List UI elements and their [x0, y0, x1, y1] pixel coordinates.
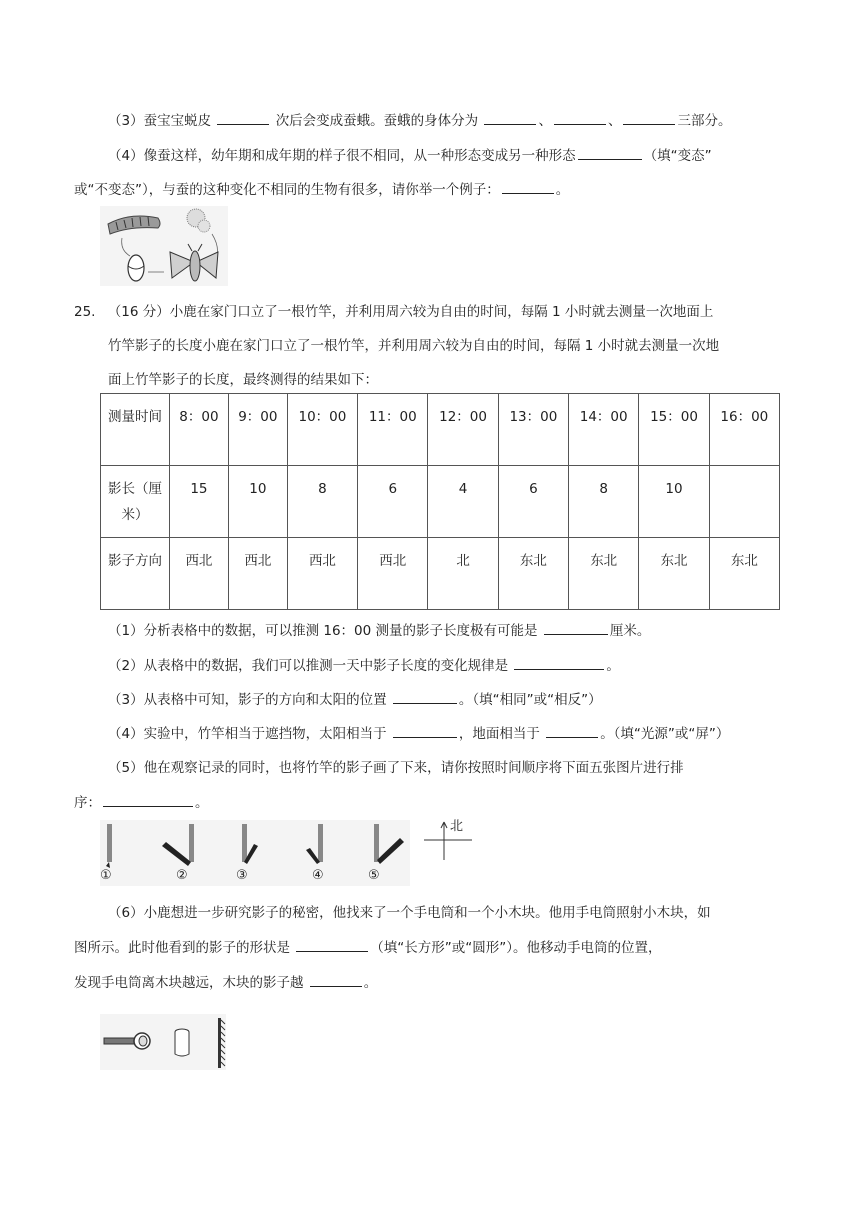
q25-sub5-line1: （5）他在观察记录的同时，也将竹竿的影子画了下来，请你按照时间顺序将下面五张图片进行排 [108, 760, 684, 776]
pic-label: ② [176, 868, 188, 883]
table-cell: 8 [287, 466, 357, 538]
table-row [101, 466, 780, 538]
table-cell: 东北 [569, 538, 639, 610]
table-cell: 16：00 [709, 394, 779, 466]
q24-sub3: （3）蚕宝宝蜕皮 次后会变成蚕蛾。蚕蛾的身体分为 、 、 三部分。 [108, 110, 731, 131]
answer-blank[interactable] [393, 723, 457, 738]
q25-sub1: （1）分析表格中的数据，可以推测 16：00 测量的影子长度极有可能是 厘米。 [108, 620, 650, 641]
answer-blank[interactable] [296, 937, 368, 952]
pic-label: ④ [312, 868, 324, 883]
table-cell: 6 [498, 466, 568, 538]
table-cell: 西北 [228, 538, 287, 610]
q25-sub6-line2: 图所示。此时他看到的影子的形状是 （填“长方形”或“圆形”）。他移动手电筒的位置， [74, 937, 662, 958]
table-cell: 14：00 [569, 394, 639, 466]
answer-blank[interactable] [393, 689, 457, 704]
answer-blank[interactable] [623, 110, 675, 125]
table-cell: 西北 [170, 538, 229, 610]
pic-label: ⑤ [368, 868, 380, 883]
table-cell: 6 [358, 466, 428, 538]
table-cell: 8：00 [170, 394, 229, 466]
answer-blank[interactable] [554, 110, 606, 125]
table-cell: 西北 [287, 538, 357, 610]
q25-intro-line1: 25. （16 分）小鹿在家门口立了一根竹竿，并利用周六较为自由的时间，每隔 1 小时就去测量一次地面上 [74, 304, 714, 320]
table-cell: 西北 [358, 538, 428, 610]
q25-sub5-line2: 序： 。 [74, 792, 209, 813]
q24-sub4-line1: （4）像蚕这样，幼年期和成年期的样子很不相同，从一种形态变成另一种形态 （填“变态” [108, 145, 712, 166]
q25-sub6-line3: 发现手电筒离木块越远，木块的影子越 。 [74, 972, 377, 993]
table-cell: 9：00 [228, 394, 287, 466]
answer-blank[interactable] [578, 145, 642, 160]
answer-blank[interactable] [103, 792, 193, 807]
table-cell: 15：00 [639, 394, 709, 466]
shadow-pictures-figure [100, 820, 480, 886]
table-cell: 8 [569, 466, 639, 538]
table-cell: 东北 [498, 538, 568, 610]
answer-blank[interactable] [310, 972, 362, 987]
q25-intro-line3: 面上竹竿影子的长度，最终测得的结果如下： [108, 372, 378, 388]
shadow-measurement-table [100, 393, 780, 610]
q24-sub4-line2: 或“不变态”），与蚕的这种变化不相同的生物有很多，请你举一个例子： 。 [74, 179, 569, 200]
silkworm-lifecycle-figure [100, 206, 228, 286]
pic-label: ① [100, 868, 112, 883]
compass-icon [424, 819, 472, 860]
q25-intro-line2: 竹竿影子的长度小鹿在家门口立了一根竹竿，并利用周六较为自由的时间，每隔 1 小时就去测量一次地 [108, 338, 720, 354]
answer-blank[interactable] [217, 110, 269, 125]
table-cell: 东北 [639, 538, 709, 610]
q25-sub4: （4）实验中，竹竿相当于遮挡物，太阳相当于 ，地面相当于 。（填“光源”或“屏”） [108, 723, 729, 744]
q25-sub2: （2）从表格中的数据，我们可以推测一天中影子长度的变化规律是 。 [108, 655, 620, 676]
table-cell: 15 [170, 466, 229, 538]
table-cell: 10 [639, 466, 709, 538]
table-cell: 13：00 [498, 394, 568, 466]
table-cell: 10 [228, 466, 287, 538]
answer-blank[interactable] [502, 179, 554, 194]
compass-north-label: 北 [450, 819, 464, 834]
pic-label: ③ [236, 868, 248, 883]
question-number: 25. [74, 304, 96, 320]
q25-sub3: （3）从表格中可知，影子的方向和太阳的位置 。（填“相同”或“相反”） [108, 689, 602, 710]
table-cell: 12：00 [428, 394, 498, 466]
table-cell: 10：00 [287, 394, 357, 466]
wooden-block-icon [175, 1029, 189, 1056]
row-header: 测量时间 [101, 394, 170, 466]
table-row [101, 394, 780, 466]
answer-blank[interactable] [514, 655, 604, 670]
table-cell: 东北 [709, 538, 779, 610]
row-header: 影长（厘米） [101, 466, 170, 538]
answer-blank[interactable] [484, 110, 536, 125]
table-cell-empty[interactable] [709, 466, 779, 538]
answer-blank[interactable] [544, 620, 608, 635]
table-cell: 11：00 [358, 394, 428, 466]
table-cell: 4 [428, 466, 498, 538]
table-row [101, 538, 780, 610]
q25-sub6-line1: （6）小鹿想进一步研究影子的秘密，他找来了一个手电筒和一个小木块。他用手电筒照射小木块，如 [108, 905, 711, 921]
answer-blank[interactable] [546, 723, 598, 738]
flashlight-experiment-figure [100, 1014, 226, 1070]
table-cell: 北 [428, 538, 498, 610]
pupa-icon [128, 255, 144, 281]
row-header: 影子方向 [101, 538, 170, 610]
